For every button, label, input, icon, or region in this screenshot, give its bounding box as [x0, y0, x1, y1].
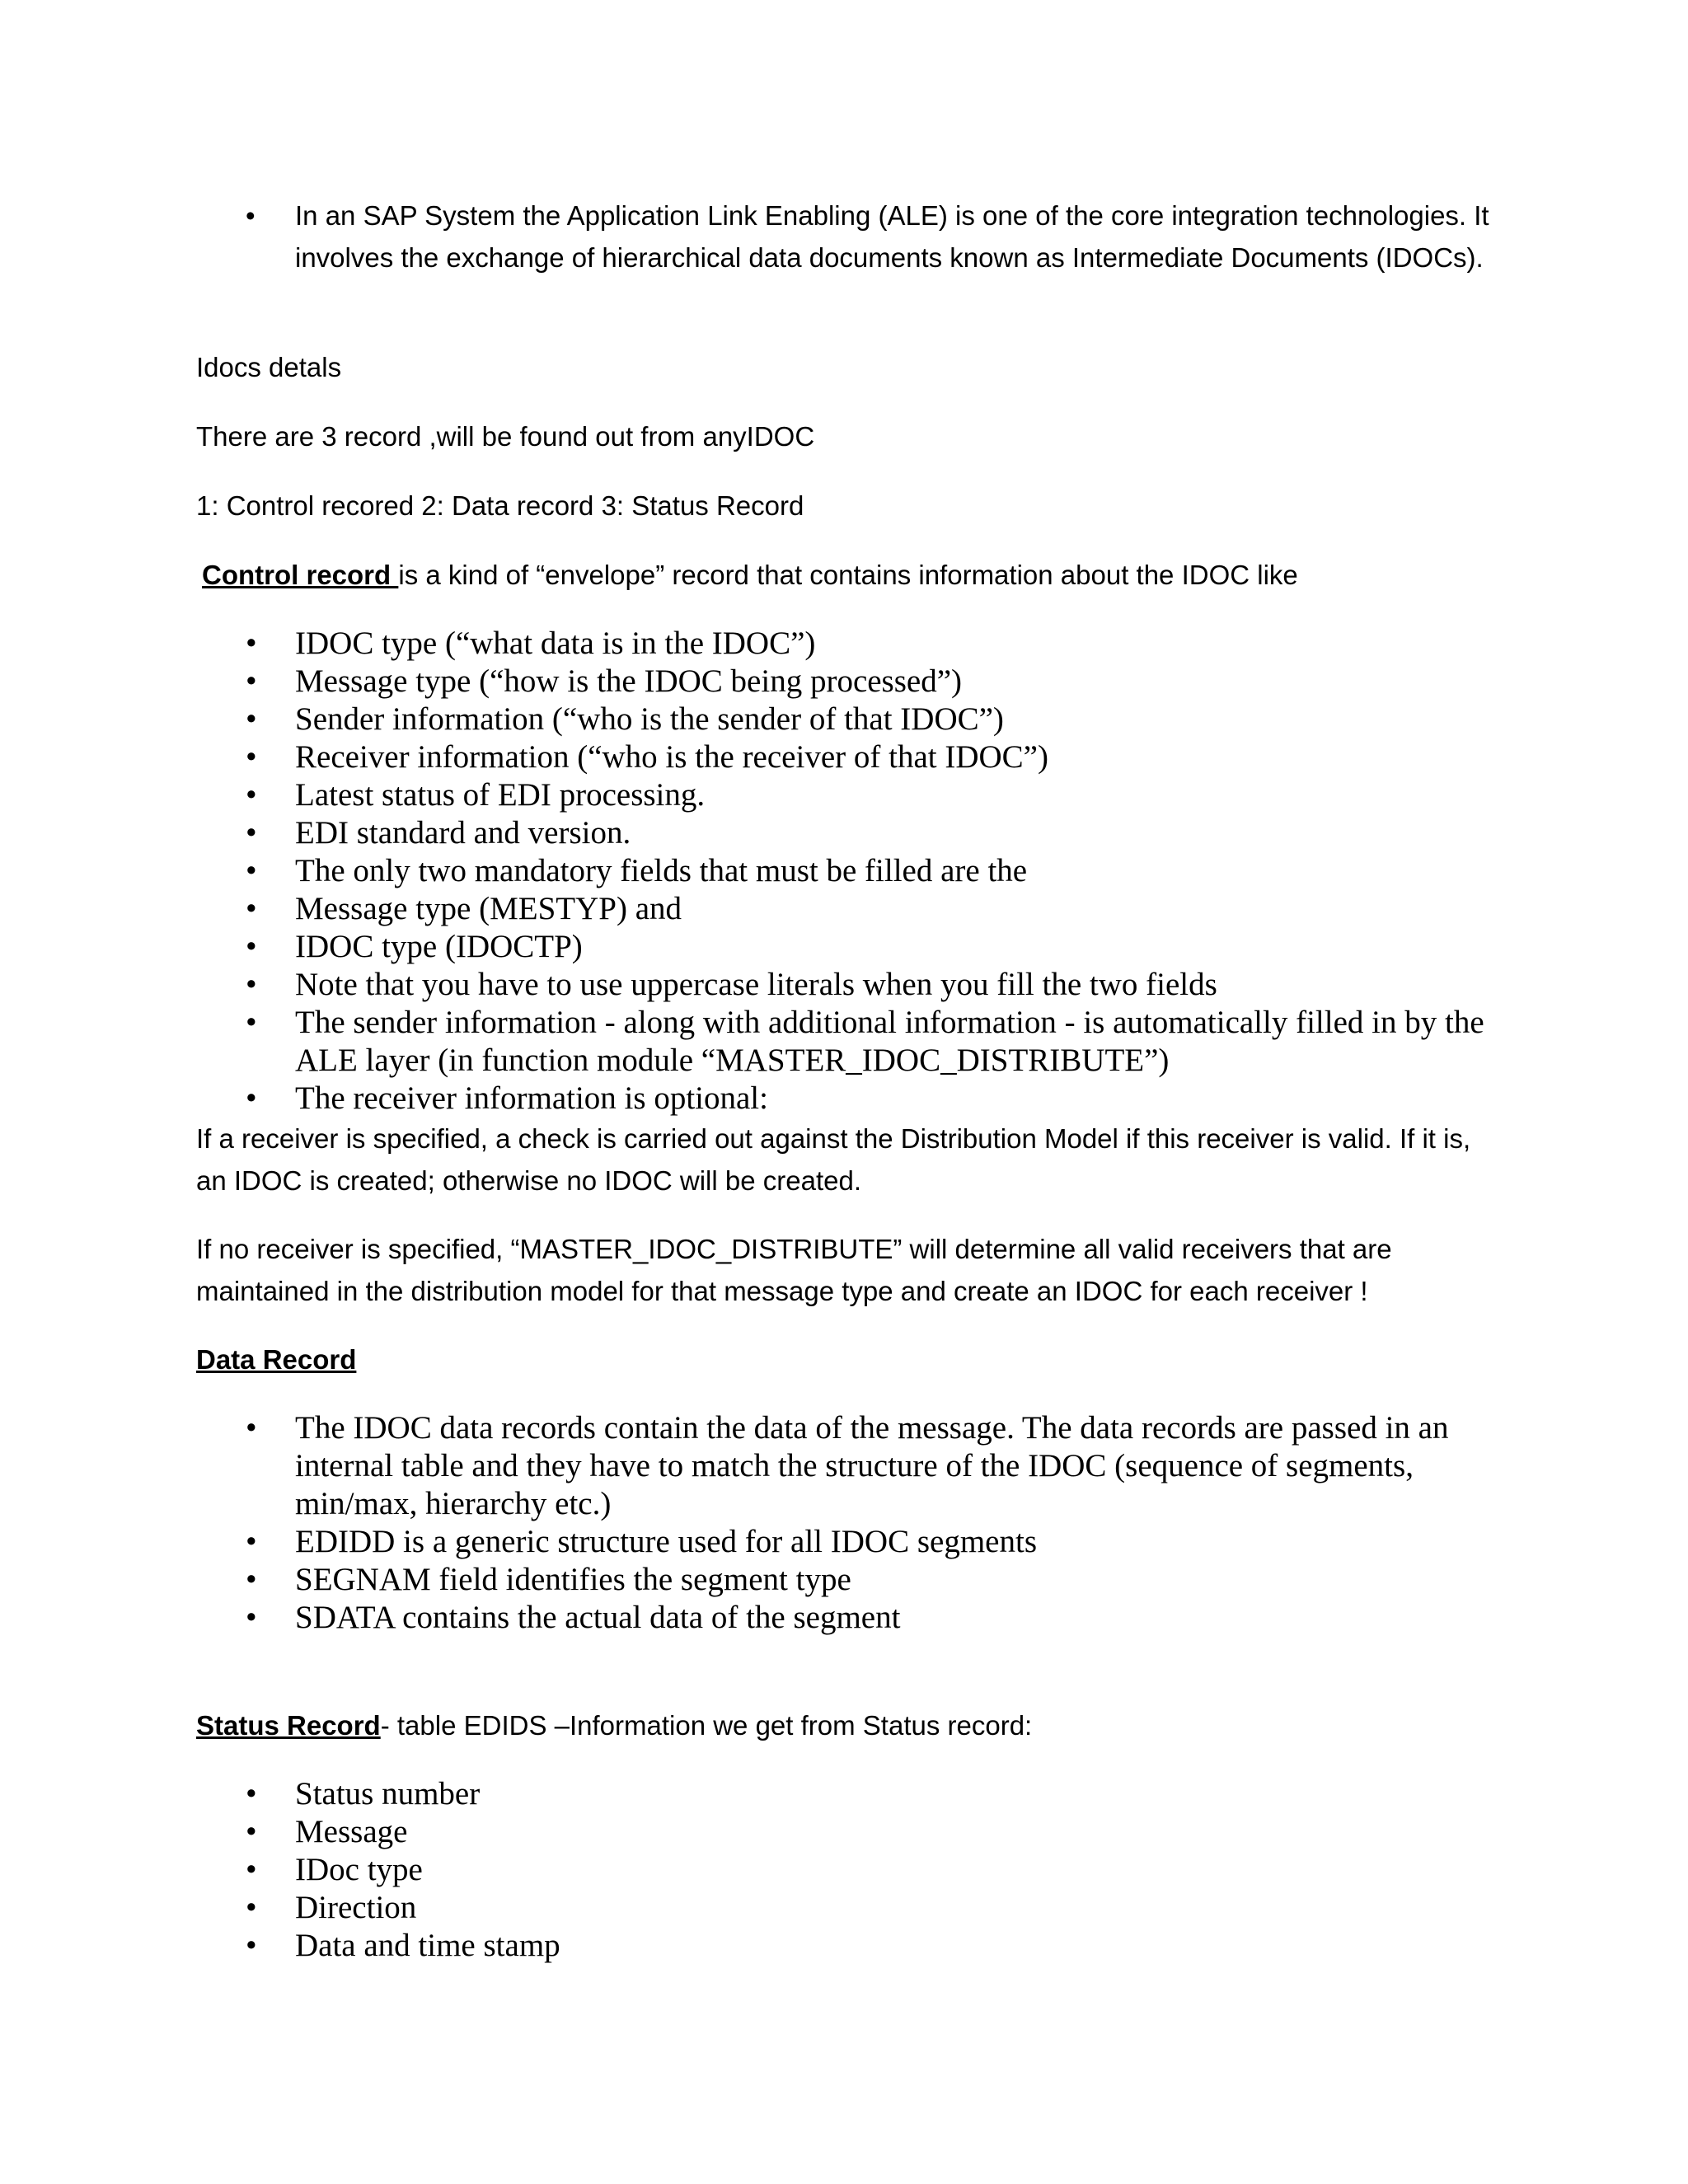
bullet-icon: •: [246, 1080, 257, 1116]
bullet-icon: •: [246, 1005, 257, 1040]
bullet-icon: •: [246, 967, 257, 1002]
bullet-icon: •: [246, 200, 256, 231]
data-record-list: [196, 1409, 1490, 1637]
receiver-specified-paragraph: If a receiver is specified, a check is carried out against the Distribution Model if this receiver is valid. If it is, an IDOC is created; otherwise no IDOC will be created.: [196, 1123, 1471, 1196]
data-record-heading: Data Record: [196, 1344, 357, 1375]
bullet-icon: •: [246, 815, 257, 851]
bullet-icon: •: [246, 1814, 257, 1849]
bullet-icon: •: [246, 1928, 257, 1963]
list-item: • The only two mandatory fields that must be filled are the: [246, 853, 1028, 888]
list-item: • The receiver information is optional:: [246, 1080, 768, 1116]
status-record-list: [196, 1775, 1490, 1965]
list-item: • IDoc type: [246, 1852, 423, 1887]
status-record-heading: Status Record: [196, 1710, 381, 1741]
list-item: • Direction: [246, 1890, 417, 1925]
bullet-icon: •: [246, 929, 257, 964]
intro-list: [196, 194, 1490, 279]
status-record-description: - table EDIDS –Information we get from Status record:: [380, 1710, 1033, 1741]
control-record-list: [196, 625, 1490, 1118]
bullet-icon: •: [246, 1524, 257, 1559]
list-item: • EDIDD is a generic structure used for all IDOC segments: [246, 1524, 1037, 1559]
list-item: • IDOC type (“what data is in the IDOC”): [246, 626, 816, 661]
bullet-icon: •: [246, 1600, 257, 1635]
bullet-icon: •: [246, 1890, 257, 1925]
control-record-heading: Control record: [202, 560, 399, 590]
bullet-icon: •: [246, 701, 257, 737]
list-item: • Note that you have to use uppercase literals when you fill the two fields: [246, 967, 1217, 1002]
list-item: • IDOC type (IDOCTP): [246, 929, 583, 964]
record-count-line: There are 3 record ,will be found out from anyIDOC: [196, 421, 815, 452]
list-item: • EDI standard and version.: [246, 815, 631, 851]
bullet-icon: •: [246, 891, 257, 926]
bullet-icon: •: [246, 1562, 257, 1597]
bullet-icon: •: [246, 663, 257, 699]
bullet-icon: •: [246, 1410, 257, 1446]
list-item: • The IDOC data records contain the data of the message. The data records are passed in an internal table and they have to match the structure of the IDOC (sequence of segments, min/max, hierarchy etc.): [246, 1410, 1449, 1521]
bullet-icon: •: [246, 739, 257, 775]
list-item: • The sender information - along with additional information - is automatically filled in by the ALE layer (in function module “MASTER_IDOC_DISTRIBUTE”): [246, 1005, 1484, 1078]
list-item: • Receiver information (“who is the receiver of that IDOC”): [246, 739, 1048, 775]
bullet-icon: •: [246, 853, 257, 888]
list-item: [196, 194, 1490, 279]
intro-text: In an SAP System the Application Link Enabling (ALE) is one of the core integration technologies. It involves the exchange of hierarchical data documents known as Intermediate Documents (IDOCs).: [295, 200, 1489, 273]
list-item: • SDATA contains the actual data of the segment: [246, 1600, 901, 1635]
list-item: • Sender information (“who is the sender of that IDOC”): [246, 701, 1004, 737]
list-item: • Message: [246, 1814, 408, 1849]
control-record-intro: [202, 554, 1488, 596]
idocs-heading: Idocs detals: [196, 352, 342, 382]
list-item: • Status number: [246, 1776, 481, 1811]
no-receiver-paragraph: If no receiver is specified, “MASTER_IDOC_DISTRIBUTE” will determine all valid receivers that are maintained in the distribution model for that message type and create an IDOC for each receiver !: [196, 1234, 1392, 1306]
bullet-icon: •: [246, 626, 257, 661]
status-record-intro: [196, 1704, 1482, 1746]
bullet-icon: •: [246, 1776, 257, 1811]
list-item: • Message type (MESTYP) and: [246, 891, 682, 926]
list-item: • Message type (“how is the IDOC being processed”): [246, 663, 963, 699]
list-item: • Latest status of EDI processing.: [246, 777, 706, 813]
record-types-line: 1: Control recored 2: Data record 3: Status Record: [196, 490, 804, 521]
list-item: • SEGNAM field identifies the segment type: [246, 1562, 851, 1597]
list-item: • Data and time stamp: [246, 1928, 560, 1963]
control-record-description: is a kind of “envelope” record that contains information about the IDOC like: [398, 560, 1298, 590]
bullet-icon: •: [246, 777, 257, 813]
bullet-icon: •: [246, 1852, 257, 1887]
